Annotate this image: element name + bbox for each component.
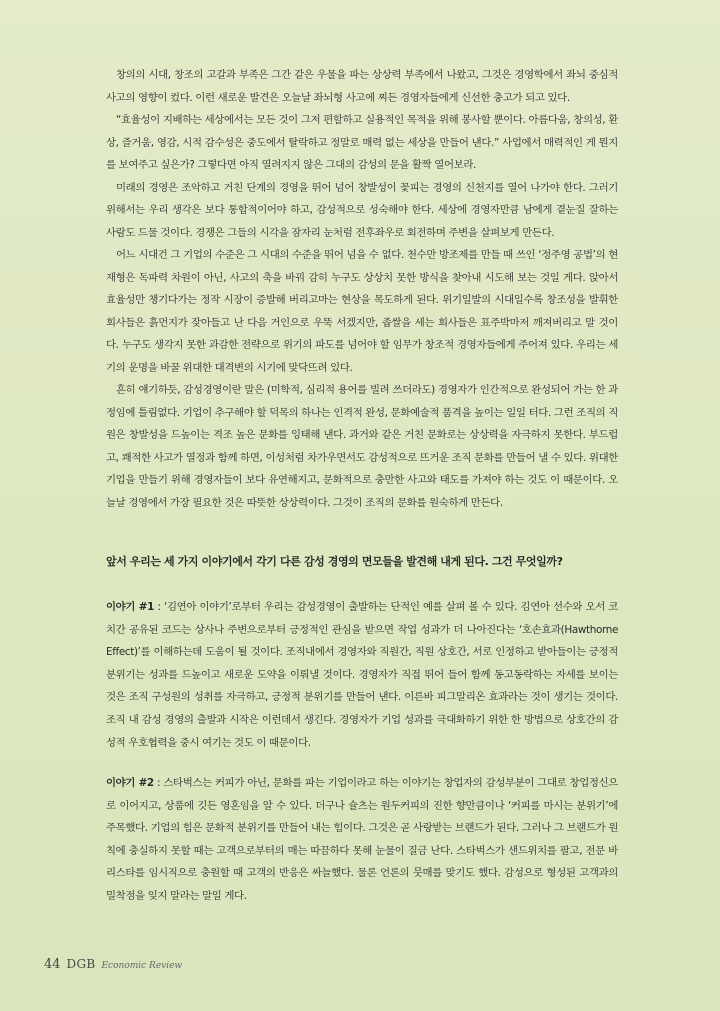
page-footer	[44, 957, 182, 972]
brand-logo: DGB	[66, 957, 96, 971]
story-2-text: : 스타벅스는 커피가 아닌, 문화를 파는 기업이라고 하는 이야기는 창업자의 감성부분이 그대로 창업정신으로 이어지고, 상품에 깃든 영혼임을 알 수 있다. 더구나 슐츠는 원두커피의 진한 향만큼이나 ‘커피를 마시는 분위기’에 주목했다. 기업의 힘은 문화적 분위기를 만들어 내는 힘이다. 그것은 곧 사랑받는 브랜드가 된다. 그러나 그 브랜드가 원칙에 충실하지 못할 때는 고객으로부터의 매는 따끔하다 못해 눈물이 질금 난다. 스타벅스가 샌드위치를 팔고, 전문 바리스타를 임시직으로 충원할 때 고객의 반응은 싸늘했다. 물론 언론의 뭇매를 맞기도 했다. 감성으로 형성된 고객과의 밀착점을 잊지 말라는 말일 게다.	[106, 777, 619, 902]
story-2	[106, 772, 618, 908]
body-text	[106, 64, 618, 514]
paragraph-4: 어느 시대건 그 기업의 수준은 그 시대의 수준을 뛰어 넘을 수 없다. 천수만 방조제를 만들 때 쓰인 ‘정주영 공법’의 현재형은 독파력 차원이 아닌, 사고의 축을 바꿔 감히 누구도 상상치 못한 방식을 찾아내 시도해 보는 것일 게다. 앉아서 효율성만 챙기다가는 정작 시장이 증발해 버리고마는 현상을 목도하게 된다. 위기일발의 시대일수록 창조성을 발휘한 회사들은 흙먼지가 잦아들고 난 다음 거인으로 우뚝 서겠지만, 좁쌀을 세는 회사들은 표주박마저 깨져버리고 말 것이다. 누구도 생각지 못한 과감한 전략으로 위기의 파도를 넘어야 할 임무가 창조적 경영자들에게 주어져 있다. 우리는 세기의 운명을 바꿀 위대한 대격변의 시기에 맞닥뜨려 있다.	[106, 249, 619, 374]
paragraph-2-quote: “효율성이 지배하는 세상에서는 모든 것이 그저 편할하고 실용적인 목적을 위해 봉사할 뿐이다. 아름다움, 창의성, 환상, 즐거움, 영감, 시적 감수성은 중도에서 탈락하고 정말로 매력 없는 세상을 만들어 낸다.” 사업에서 매력적인 게 뭔지를 보여주고 싶은가? 그렇다면 아직 열려지지 않은 그대의 감성의 문을 활짝 열어보라.	[106, 114, 618, 171]
paragraph-5: 흔히 얘기하듯, 감성경영이란 말은 (미학적, 심리적 용어를 빌려 쓰더라도) 경영자가 인간적으로 완성되어 가는 한 과정임에 틀림없다. 기업이 추구해야 할 덕목의 하나는 인격적 완성, 문화예술적 품격을 높이는 일일 터다. 그런 조직의 직원은 창발성을 드높이는 격조 높은 문화를 잉태해 낸다. 과거와 같은 거친 문화로는 상상력을 자극하지 못한다. 부드럽고, 쾌적한 사고가 열정과 함께 하면, 이성처럼 차가우면서도 감성적으로 뜨거운 조직 문화를 만들어 낼 수 있다. 위대한 기업을 만들기 위해 경영자들이 보다 유연해지고, 문화적으로 충만한 사고와 태도를 가져야 하는 것도 이 때문이다. 오늘날 경영에서 가장 필요한 것은 따뜻한 상상력이다. 그것이 조직의 문화를 원숙하게 만든다.	[106, 384, 618, 509]
story-1-label: 이야기 #1	[106, 601, 155, 613]
page-number: 44	[44, 957, 61, 972]
brand-subtitle: Economic Review	[101, 961, 183, 971]
story-2-label: 이야기 #2	[106, 777, 154, 789]
story-1-text: : ‘김연아 이야기’로부터 우리는 감성경영이 출발하는 단적인 예를 살펴 볼 수 있다. 김연아 선수와 오서 코치간 공유된 코드는 상사나 주변으로부터 긍정적인 관심을 받으면 작업 성과가 더 나아진다는 ‘호손효과(Hawthorne Effect)’를 이해하는데 도움이 될 것이다. 조직내에서 경영자와 직원간, 직원 상호간, 서로 인정하고 받아들이는 긍정적 분위기는 성과를 드높이고 새로운 도약을 이뤄낼 것이다. 경영자가 직접 뛰어 들어 함께 동고동락하는 자세를 보이는 것은 조직 구성원의 성취를 자극하고, 긍정적 분위기를 만들어 낸다. 이른바 피그말리온 효과라는 것이 생기는 것이다. 조직 내 감성 경영의 출발과 시작은 이런데서 생긴다. 경영자가 기업 성과를 극대화하기 위한 한 방법으로 상호간의 감성적 우호협력을 중시 여기는 것도 이 때문이다.	[106, 601, 618, 749]
paragraph-3: 미래의 경영은 조악하고 거친 단계의 경영을 뛰어 넘어 창발성이 꽃피는 경영의 신천지를 열어 나가야 한다. 그러기 위해서는 우리 생각은 보다 통합적이어야 하고, 감성적으로 성숙해야 한다. 세상에 경영자만큼 남에게 곁눈질 잘하는 사람도 드물 것이다. 경쟁은 그들의 시각을 잠자리 눈처럼 전후좌우로 회전하며 주변을 살펴보게 만든다.	[106, 181, 618, 239]
section-heading: 앞서 우리는 세 가지 이야기에서 각기 다른 감성 경영의 면모들을 발견해 내게 된다. 그건 무엇일까?	[106, 555, 563, 568]
paragraph-1: 창의의 시대, 창조의 고갈과 부족은 그간 같은 우물을 파는 상상력 부족에서 나왔고, 그것은 경영학에서 좌뇌 중심적 사고의 영향이 컸다. 이런 새로운 발견은 오늘날 좌뇌형 사고에 찌든 경영자들에게 신선한 충고가 되고 있다.	[106, 69, 618, 104]
story-1	[106, 596, 618, 754]
